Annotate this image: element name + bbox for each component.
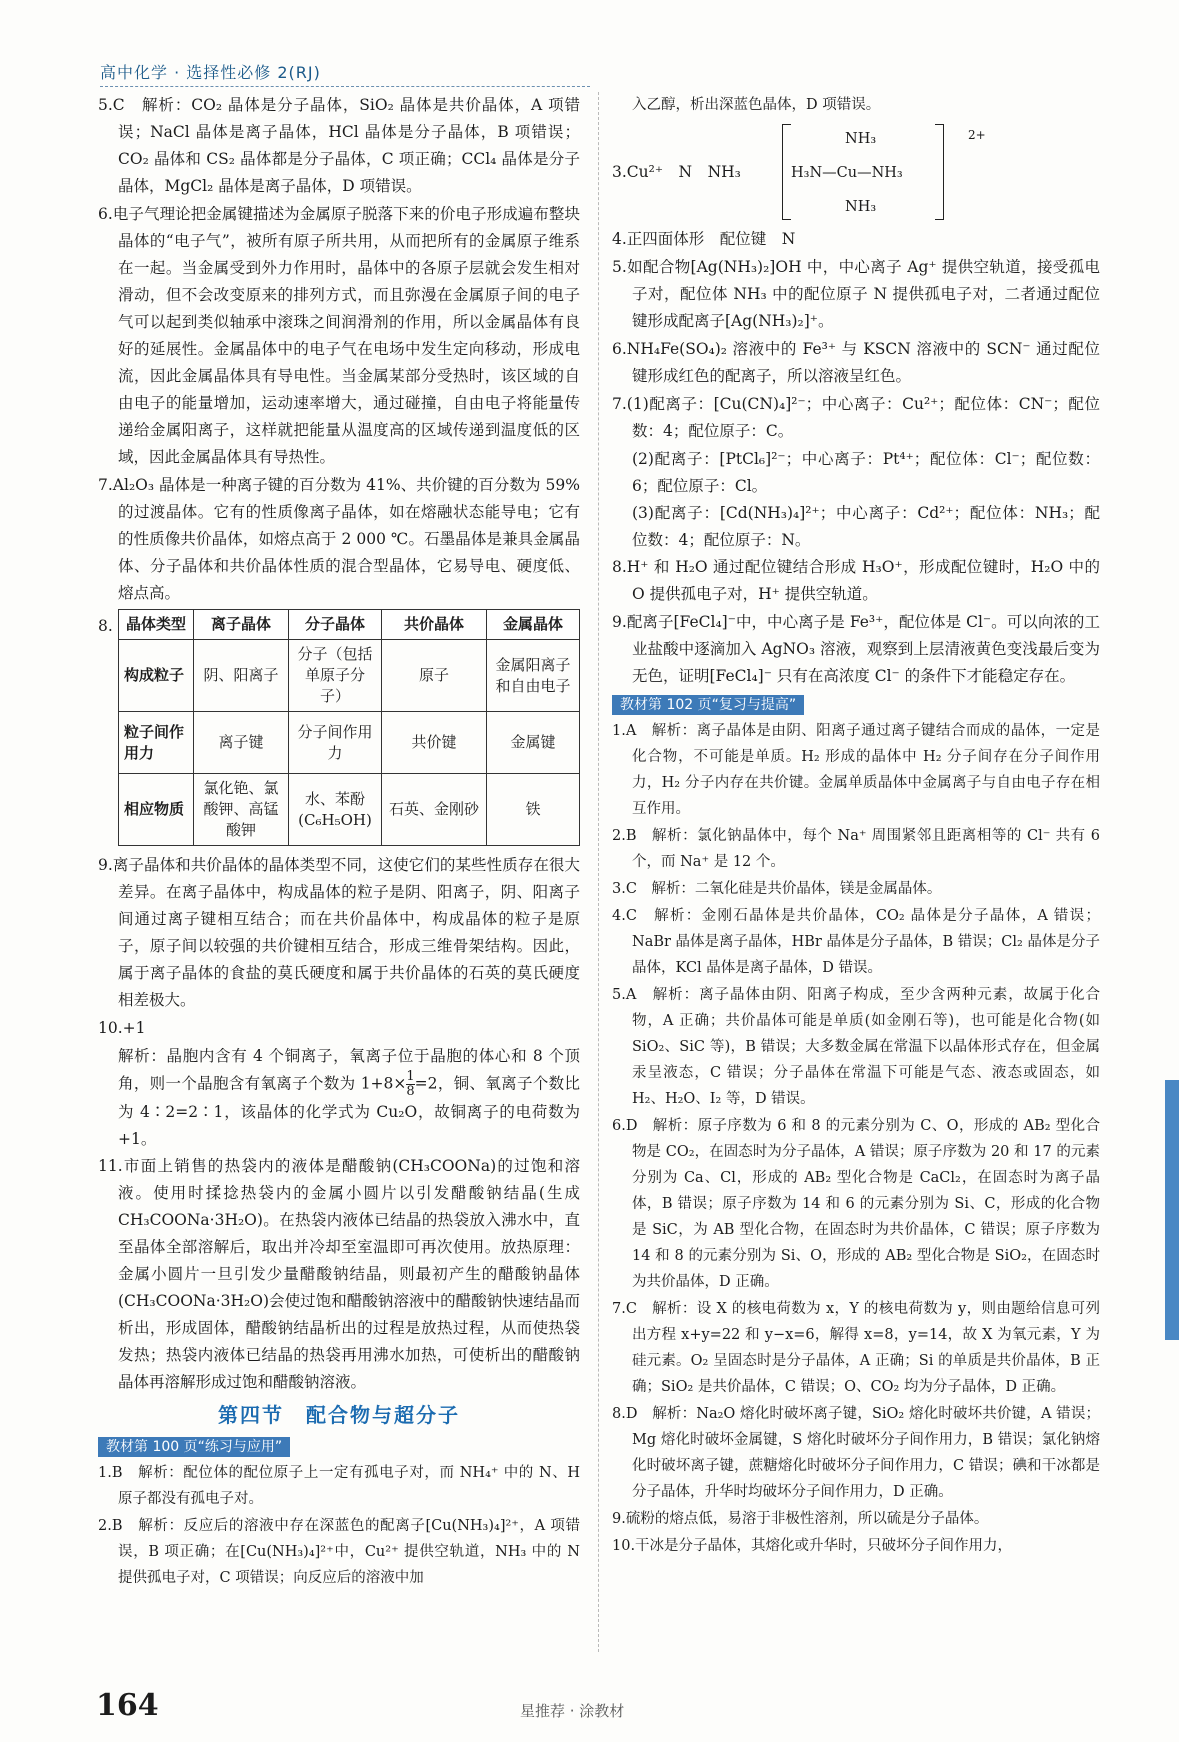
- answer-8: [98, 609, 580, 846]
- fraction-denominator: 8: [406, 1084, 415, 1099]
- review-5: 5.A 解析：离子晶体由阴、阳离子构成，至少含两种元素，故属于化合物，A 正确；共价晶体可能是单质(如金刚石等)，也可能是化合物(如 SiO₂、SiC 等)，B 错误；大多数金属在常温下以晶体形式存在，但金属汞呈液态，C 错误；分子晶体在常温下可能是气态、液态或固态，如 H₂、H₂O、I₂ 等，D 错误。: [612, 987, 1100, 1107]
- complex-ion-structure: [782, 124, 986, 220]
- header-rule: [100, 86, 590, 87]
- fraction-numerator: 1: [406, 1069, 415, 1084]
- review-7: 7.C 解析：设 X 的核电荷数为 x，Y 的核电荷数为 y，则由题给信息可列出方程 x+y=22 和 y−x=6，解得 x=8，y=14，故 X 为氧元素，Y 为硅元素。O₂ 呈固态时是分子晶体，A 正确；Si 的单质是共价晶体，B 正确；SiO₂ 是共价晶体，C 错误；O、CO₂ 均为分子晶体，D 正确。: [612, 1301, 1100, 1395]
- table-header-cell: 离子晶体: [194, 610, 289, 640]
- exercise-7-part-1: 7.(1)配离子：[Cu(CN)₄]²⁻；中心离子：Cu²⁺；配位体：CN⁻；配位数：4；配位原子：C。: [612, 395, 1100, 440]
- answer-10: 10.+1: [98, 1019, 146, 1037]
- review-4: 4.C 解析：金刚石晶体是共价晶体，CO₂ 晶体是分子晶体，A 错误；NaBr 晶体是离子晶体，HBr 晶体是分子晶体，B 错误；Cl₂ 晶体是分子晶体，KCl 晶体是离子晶体，D 错误。: [612, 908, 1100, 976]
- table-cell: 石英、金刚砂: [382, 774, 487, 846]
- exercise-6: 6.NH₄Fe(SO₄)₂ 溶液中的 Fe³⁺ 与 KSCN 溶液中的 SCN⁻ 通过配位键形成红色的配离子，所以溶液呈红色。: [612, 340, 1100, 385]
- table-cell: 氯化铯、氯酸钾、高锰酸钾: [194, 774, 289, 846]
- right-column: [612, 92, 1100, 1560]
- ligand-bottom: NH₃: [845, 199, 877, 215]
- exercise-1: 1.B 解析：配位体的配位原子上一定有孤电子对，而 NH₄⁺ 中的 N、H 原子都没有孤电子对。: [98, 1465, 580, 1507]
- ligand-row: H₃N—Cu—NH₃: [791, 165, 903, 181]
- review-3: 3.C 解析：二氧化硅是共价晶体，镁是金属晶体。: [612, 881, 942, 897]
- page-number: 164: [96, 1688, 159, 1723]
- exercise-2-continued: 入乙醇，析出深蓝色晶体，D 项错误。: [632, 97, 881, 113]
- exercise-8: 8.H⁺ 和 H₂O 通过配位键结合形成 H₃O⁺，形成配位键时，H₂O 中的 O 提供孤电子对，H⁺ 提供空轨道。: [612, 558, 1100, 603]
- review-8: 8.D 解析：Na₂O 熔化时破坏离子键，SiO₂ 熔化时破坏共价键，A 错误；Mg 熔化时破坏金属键，S 熔化时破坏分子间作用力，B 错误；氯化钠熔化时破坏离子键，蔗糖熔化时破坏分子间作用力，C 错误；碘和干冰都是分子晶体，升华时均破坏分子间作用力，D 正确。: [612, 1406, 1100, 1500]
- table-cell: 水、苯酚(C₆H₅OH): [289, 774, 382, 846]
- answer-6: 6.电子气理论把金属键描述为金属原子脱落下来的价电子形成遍布整块晶体的“电子气”，被所有原子所共用，从而把所有的金属原子维系在一起。当金属受到外力作用时，晶体中的各原子层就会发生相对滑动，但不会改变原来的排列方式，而且弥漫在金属原子间的电子气可以起到类似轴承中滚珠之间润滑剂的作用，所以金属晶体有良好的延展性。金属晶体中的电子气在电场中发生定向移动，形成电流，因此金属晶体具有导电性。当金属某部分受热时，该区域的自由电子的能量增加，运动速率增大，通过碰撞，自由电子将能量传递给金属阳离子，这样就把能量从温度高的区域传递到温度低的区域，因此金属晶体具有导热性。: [98, 205, 580, 466]
- table-cell: 金属键: [487, 712, 580, 774]
- answer-10-text-b: =2，铜、氧离子个数比为 4∶2=2∶1，该晶体的化学式为 Cu₂O，故铜离子的电荷数为+1。: [118, 1074, 580, 1148]
- review-9: 9.硫粉的熔点低，易溶于非极性溶剂，所以硫是分子晶体。: [612, 1511, 989, 1527]
- exercise-2: 2.B 解析：反应后的溶液中存在深蓝色的配离子[Cu(NH₃)₄]²⁺，A 项错误，B 项正确；在[Cu(NH₃)₄]²⁺中，Cu²⁺ 提供空轨道，NH₃ 中的 N 提供孤电子对，C 项错误；向反应后的溶液中加: [98, 1518, 580, 1586]
- ion-charge: 2+: [968, 128, 986, 142]
- answer-10-explanation: [98, 1043, 580, 1153]
- review-1: 1.A 解析：离子晶体是由阴、阳离子通过离子键结合而成的晶体，一定是化合物，不可能是单质。H₂ 形成的晶体中 H₂ 分子间存在分子间作用力，H₂ 分子内存在共价键。金属单质晶体中金属离子与自由电子存在相互作用。: [612, 723, 1100, 817]
- table-header-cell: 共价晶体: [382, 610, 487, 640]
- table-cell: 金属阳离子和自由电子: [487, 640, 580, 712]
- section-title: 第四节 配合物与超分子: [218, 1403, 460, 1427]
- table-row-header: 粒子间作用力: [119, 712, 194, 774]
- table-row: [119, 774, 580, 846]
- table-cell: 铁: [487, 774, 580, 846]
- table-row-header: 构成粒子: [119, 640, 194, 712]
- exercise-3-answer: 3.Cu²⁺ N NH₃: [612, 162, 741, 181]
- review-6: 6.D 解析：原子序数为 6 和 8 的元素分别为 C、O，形成的 AB₂ 型化合物是 CO₂，在固态时为分子晶体，A 错误；原子序数为 20 和 17 的元素分别为 Ca、Cl，形成的 AB₂ 型化合物是 CaCl₂，在固态时为离子晶体，B 错误；原子序数为 14 和 6 的元素分别为 Si、C，形成的化合物是 SiC，为 AB 型化合物，在固态时为共价晶体，C 错误；原子序数为 14 和 8 的元素分别为 Si、O，形成的 AB₂ 型化合物是 SiO₂，在固态时为共价晶体，D 正确。: [612, 1118, 1100, 1290]
- table-cell: 共价键: [382, 712, 487, 774]
- table-header-cell: 金属晶体: [487, 610, 580, 640]
- table-header-cell: 晶体类型: [119, 610, 194, 640]
- table-row: [119, 712, 580, 774]
- answer-7: 7.Al₂O₃ 晶体是一种离子键的百分数为 41%、共价键的百分数为 59% 的过渡晶体。它有的性质像离子晶体，如在熔融状态能导电；它有的性质像共价晶体，如熔点高于 2 000 ℃。石墨晶体是兼具金属晶体、分子晶体和共价晶体性质的混合型晶体，它易导电、硬度低、熔点高。: [98, 476, 580, 602]
- ligand-top: NH₃: [845, 131, 877, 147]
- answer-11: 11.市面上销售的热袋内的液体是醋酸钠(CH₃COONa)的过饱和溶液。使用时揉捻热袋内的金属小圆片以引发醋酸钠结晶(生成 CH₃COONa·3H₂O)。在热袋内液体已结晶的热袋放入沸水中，直至晶体全部溶解后，取出并冷却至室温即可再次使用。放热原理：金属小圆片一旦引发少量醋酸钠结晶，则最初产生的醋酸钠晶体(CH₃COONa·3H₂O)会使过饱和醋酸钠溶液中的醋酸钠快速结晶而析出，形成固体，醋酸钠结晶析出的过程是放热过程，从而使热袋发热；热袋内液体已结晶的热袋再用沸水加热，可使析出的醋酸钠晶体再溶解形成过饱和醋酸钠溶液。: [98, 1157, 580, 1391]
- fraction-one-eighth: [406, 1070, 414, 1099]
- answer-9: 9.离子晶体和共价晶体的晶体类型不同，这使它们的某些性质存在很大差异。在离子晶体中，构成晶体的粒子是阴、阳离子，阴、阳离子间通过离子键相互结合；而在共价晶体中，构成晶体的粒子是原子，原子间以较强的共价键相互结合，形成三维骨架结构。因此，属于离子晶体的食盐的莫氏硬度和属于共价晶体的石英的莫氏硬度相差极大。: [98, 856, 580, 1009]
- table-cell: 分子（包括单原子分子）: [289, 640, 382, 712]
- table-header-row: [119, 610, 580, 640]
- textbook-banner-p100: 教材第 100 页“练习与应用”: [98, 1437, 290, 1457]
- running-header: 高中化学 · 选择性必修 2(RJ): [100, 63, 321, 82]
- exercise-7-part-3: (3)配离子：[Cd(NH₃)₄]²⁺；中心离子：Cd²⁺；配位体：NH₃；配位数：4；配位原子：N。: [632, 504, 1100, 549]
- table-row-header: 相应物质: [119, 774, 194, 846]
- column-divider: [598, 92, 599, 1652]
- table-cell: 原子: [382, 640, 487, 712]
- exercise-4: 4.正四面体形 配位键 N: [612, 230, 796, 248]
- answer-8-number: 8.: [98, 617, 113, 635]
- table-row: [119, 640, 580, 712]
- exercise-9: 9.配离子[FeCl₄]⁻中，中心离子是 Fe³⁺，配位体是 Cl⁻。可以向浓的工业盐酸中逐滴加入 AgNO₃ 溶液，观察到上层清液黄色变浅最后变为无色，证明[FeCl₄]⁻ 只有在高浓度 Cl⁻ 的条件下才能稳定存在。: [612, 613, 1100, 685]
- textbook-banner-p102: 教材第 102 页“复习与提高”: [612, 695, 804, 715]
- table-header-cell: 分子晶体: [289, 610, 382, 640]
- answer-5: 5.C 解析：CO₂ 晶体是分子晶体，SiO₂ 晶体是共价晶体，A 项错误；NaCl 晶体是离子晶体，HCl 晶体是分子晶体，B 项错误；CO₂ 晶体和 CS₂ 晶体都是分子晶体，C 项正确；CCl₄ 晶体是分子晶体，MgCl₂ 晶体是离子晶体，D 项错误。: [98, 96, 580, 195]
- review-2: 2.B 解析：氯化钠晶体中，每个 Na⁺ 周围紧邻且距离相等的 Cl⁻ 共有 6 个，而 Na⁺ 是 12 个。: [612, 828, 1100, 870]
- answer-10-text-a: 解析：晶胞内含有 4 个铜离子，氧离子位于晶胞的体心和 8 个顶角，则一个晶胞含有氧离子个数为 1+8×: [118, 1047, 580, 1093]
- exercise-5: 5.如配合物[Ag(NH₃)₂]OH 中，中心离子 Ag⁺ 提供空轨道，接受孤电子对，配位体 NH₃ 中的配位原子 N 提供孤电子对，二者通过配位键形成配离子[Ag(NH₃)₂]⁺。: [612, 258, 1100, 330]
- left-column: [98, 92, 580, 1592]
- table-cell: 分子间作用力: [289, 712, 382, 774]
- footer-brand: 星推荐 · 涂教材: [520, 1702, 625, 1720]
- review-10: 10.干冰是分子晶体，其熔化或升华时，只破坏分子间作用力，: [612, 1538, 1013, 1554]
- page-edge-tab: [1165, 1080, 1179, 1340]
- crystal-comparison-table: [118, 609, 580, 846]
- exercise-7-part-2: (2)配离子：[PtCl₆]²⁻；中心离子：Pt⁴⁺；配位体：Cl⁻；配位数：6；配位原子：Cl。: [632, 450, 1100, 495]
- exercise-3: [612, 122, 1100, 222]
- table-cell: 离子键: [194, 712, 289, 774]
- table-cell: 阴、阳离子: [194, 640, 289, 712]
